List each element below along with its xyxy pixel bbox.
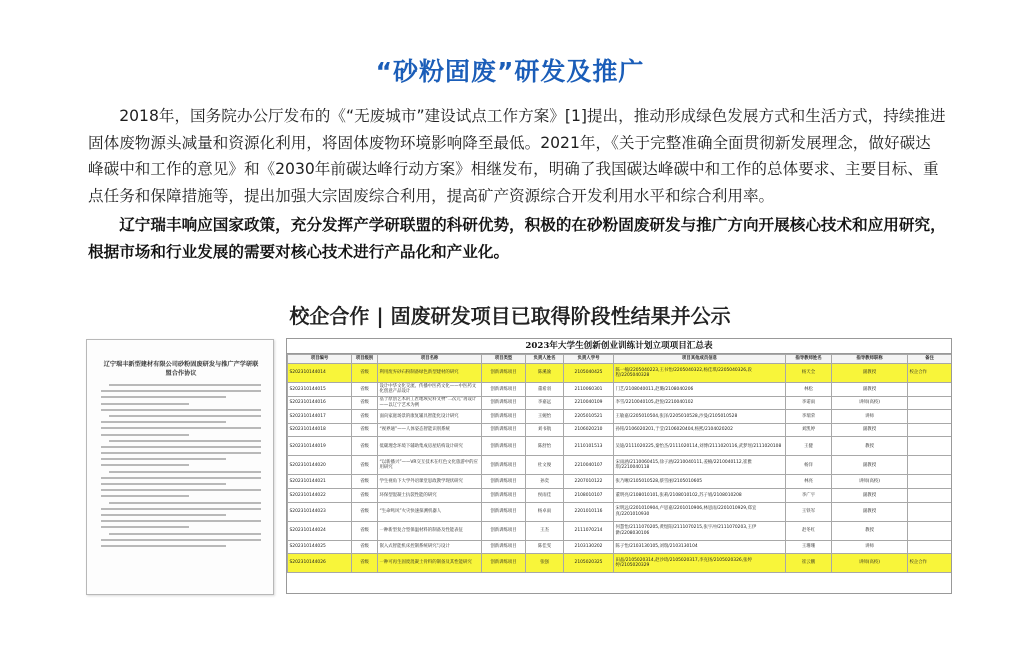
- table-cell: 赵冬红: [786, 521, 832, 540]
- table-cell: 创新训练项目: [482, 423, 526, 437]
- table-cell: 王敏嘉/2205010504,张泽/2205010528,沙曼/2105010528: [614, 410, 786, 424]
- table-cell: 基于原创艺术的工匠地域史料文物“二次元”再设计——以辽宁艺术为例: [378, 396, 482, 410]
- table-header-cell: 项目类型: [482, 355, 526, 364]
- table-cell: 副教授: [832, 423, 908, 437]
- table-cell: 省级: [352, 475, 378, 489]
- table-cell: 陈溪渝: [526, 364, 564, 383]
- table-cell: 2106020210: [564, 423, 614, 437]
- table-cell: 刘书航: [526, 423, 564, 437]
- table-cell: S202310144019: [288, 437, 352, 456]
- table-cell: 副教授: [832, 488, 908, 502]
- table-header-cell: 负责人学号: [564, 355, 614, 364]
- table-row: [288, 364, 952, 383]
- table-row: [288, 410, 952, 424]
- table-cell: 宋雨涵/2110060415,徐子涵/2210040111,姜楠/2210040112,崔雅琪/2210040118: [614, 456, 786, 475]
- table-cell: 副教授: [832, 502, 908, 521]
- table-cell: [908, 456, 952, 475]
- agreement-document-scan: [86, 339, 274, 595]
- table-cell: S202310144026: [288, 554, 352, 573]
- table-row: [288, 475, 952, 489]
- table-cell: 省级: [352, 423, 378, 437]
- table-cell: 副教授: [832, 456, 908, 475]
- table-row: [288, 502, 952, 521]
- table-cell: 张强: [526, 554, 564, 573]
- table-cell: 省级: [352, 396, 378, 410]
- agreement-document-title: 辽宁瑞丰新型建材有限公司砂粉固废研发与推广产学研联盟合作协议: [103, 361, 259, 377]
- table-cell: 省级: [352, 488, 378, 502]
- table-cell: 陈一楠/2205040223,王书怡/2205040322,杨佳琪/2205040326,段程/2205040328: [614, 364, 786, 383]
- table-cell: 校企合作: [908, 554, 952, 573]
- table-cell: 讲师: [832, 410, 908, 424]
- table-cell: S202310144015: [288, 383, 352, 397]
- table-header-cell: 项目级别: [352, 355, 378, 364]
- table-cell: 创新训练项目: [482, 502, 526, 521]
- table-cell: 董明亮/2108010101,张莉/2108010102,苏子娟/2108010208: [614, 488, 786, 502]
- table-cell: 2105040425: [564, 364, 614, 383]
- table-cell: 教授: [832, 437, 908, 456]
- table-header-cell: 负责人姓名: [526, 355, 564, 364]
- table-row: [288, 554, 952, 573]
- table-cell: 创新训练项目: [482, 437, 526, 456]
- table-cell: 杨卓雨: [526, 502, 564, 521]
- table-body: [288, 364, 952, 573]
- table-cell: 刘凯婷: [786, 423, 832, 437]
- table-row: [288, 423, 952, 437]
- table-cell: 2201010116: [564, 502, 614, 521]
- table-cell: 李雪/2210040105,赵悦/2210040102: [614, 396, 786, 410]
- table-cell: 林松: [786, 383, 832, 397]
- table-cell: 讲师: [832, 540, 908, 554]
- table-cell: 林亮: [786, 475, 832, 489]
- table-cell: “视界通”——人体姿态智能识别系统: [378, 423, 482, 437]
- table-cell: 杨天全: [786, 364, 832, 383]
- table-cell: 李瑞荣: [786, 410, 832, 424]
- table-cell: 王健: [786, 437, 832, 456]
- table-cell: 2110101513: [564, 437, 614, 456]
- table-cell: S202310144017: [288, 410, 352, 424]
- table-row: [288, 521, 952, 540]
- table-cell: 讲师(高校): [832, 475, 908, 489]
- table-header-row: [288, 355, 952, 364]
- page-title: “砂粉固废”研发及推广: [375, 57, 645, 86]
- table-cell: 嵌入式智能机床控制系统研究与设计: [378, 540, 482, 554]
- table-cell: S202310144023: [288, 502, 352, 521]
- table-cell: 学生视角下大学外语课堂思政教学现状研究: [378, 475, 482, 489]
- table-header-cell: 项目编号: [288, 355, 352, 364]
- table-cell: 副教授: [832, 383, 908, 397]
- table-cell: S202310144024: [288, 521, 352, 540]
- table-row: [288, 396, 952, 410]
- table-cell: 省级: [352, 540, 378, 554]
- table-cell: 2108010107: [564, 488, 614, 502]
- table-cell: 创新训练项目: [482, 383, 526, 397]
- table-cell: 王珊珊: [786, 540, 832, 554]
- table-cell: S202310144021: [288, 475, 352, 489]
- project-summary-table: [286, 338, 952, 594]
- table-cell: 田晶/2105020314,赵沙琦/2105020317,李克扬/2105020326,张婷婷/2105020329: [614, 554, 786, 573]
- table-cell: 2207010122: [564, 475, 614, 489]
- table-cell: 省级: [352, 521, 378, 540]
- table-cell: 讲师(高校): [832, 396, 908, 410]
- table-cell: S202310144018: [288, 423, 352, 437]
- table-cell: [908, 437, 952, 456]
- table-cell: “以新播兴”——VR交互技术在红色文化旅游中的应用研究: [378, 456, 482, 475]
- table-row: [288, 456, 952, 475]
- table-cell: [908, 396, 952, 410]
- table-cell: 李嘉远: [526, 396, 564, 410]
- table-cell: 面向家庭场景的康复辅具智能化设计研究: [378, 410, 482, 424]
- table-cell: 门艺/2108040011,赵璐/2108040206: [614, 383, 786, 397]
- table-cell: S202310144025: [288, 540, 352, 554]
- table-cell: [908, 423, 952, 437]
- table-cell: 省级: [352, 383, 378, 397]
- table-row: [288, 383, 952, 397]
- table-cell: 陈舒怡: [526, 437, 564, 456]
- table-cell: 何慧怡/2111070205,黄煜阳/2111070215,张宇冲/2111070203,王伊渺/2208030106: [614, 521, 786, 540]
- table-row: [288, 540, 952, 554]
- table-cell: 杨洋: [786, 456, 832, 475]
- table-header-cell: 备注: [908, 355, 952, 364]
- table-cell: [908, 502, 952, 521]
- table-cell: [908, 383, 952, 397]
- table-header-cell: 项目名称: [378, 355, 482, 364]
- table-row: [288, 488, 952, 502]
- table-cell: 一种新型复合型保温材料的制备及性能表征: [378, 521, 482, 540]
- table-cell: 设计中华文化交流、传播中医药文化——中医药文化创意产品设计: [378, 383, 482, 397]
- table-cell: 2103130202: [564, 540, 614, 554]
- table-cell: 孙铭/2106020201,于莹/2106020404,杨熙/2104020202: [614, 423, 786, 437]
- intro-paragraph-policy: 2018年，国务院办公厅发布的《“无废城市”建设试点工作方案》[1]提出，推动形成绿色发展方式和生活方式，持续推进固体废物源头减量和资源化利用，将固体废物环境影响降至最低。2021年，《关于完整准确全面贯彻新发展理念，做好碳达峰碳中和工作的意见》和《2030年前碳达峰行动方案》相继发布，明确了我国碳达峰碳中和工作的总体要求、主要目标、重点任务和保障措施等，提出加强大宗固废综合利用，提高矿产资源综合开发利用水平和综合利用率。: [88, 107, 946, 205]
- table-cell: 省级: [352, 502, 378, 521]
- table-cell: 教授: [832, 521, 908, 540]
- table-cell: 低碳理念环境下辅助集成房屋结构设计研究: [378, 437, 482, 456]
- table-cell: 张乃晰/2105010528,蔡雪丽/2105010605: [614, 475, 786, 489]
- table-cell: 环保型混凝土抗裂性能的研究: [378, 488, 482, 502]
- table-header-cell: 指导教师职称: [832, 355, 908, 364]
- table-cell: S202310144014: [288, 364, 352, 383]
- table-cell: 李广宇: [786, 488, 832, 502]
- table-cell: [908, 488, 952, 502]
- table-cell: 2111070214: [564, 521, 614, 540]
- table-cell: 杜文俊: [526, 456, 564, 475]
- table-cell: 2105020325: [564, 554, 614, 573]
- table-cell: 陈佳雯: [526, 540, 564, 554]
- table-row: [288, 437, 952, 456]
- table-cell: 创新训练项目: [482, 396, 526, 410]
- table-cell: 李诺雨: [786, 396, 832, 410]
- table-cell: S202310144016: [288, 396, 352, 410]
- table-cell: [908, 475, 952, 489]
- table-cell: 创新训练项目: [482, 521, 526, 540]
- table-cell: 创新训练项目: [482, 410, 526, 424]
- table-cell: 省级: [352, 410, 378, 424]
- table-cell: 省级: [352, 437, 378, 456]
- table-cell: 创新训练项目: [482, 554, 526, 573]
- table-cell: 王杰: [526, 521, 564, 540]
- section-subtitle: 校企合作 | 固废研发项目已取得阶段性结果并公示: [289, 304, 731, 328]
- table-cell: 副教授: [832, 364, 908, 383]
- table-title: 2023年大学生创新创业训练计划立项项目汇总表: [287, 339, 951, 354]
- table-cell: 陈子怡/2103130105,刘瑞/2103130104: [614, 540, 786, 554]
- table-cell: 2210040109: [564, 396, 614, 410]
- table-cell: [908, 540, 952, 554]
- table-cell: 崔云鹏: [786, 554, 832, 573]
- table-cell: 吴迪/2111020225,秦怡杰/2111020114,刘博/2111020116,武梦瑶/2111020108: [614, 437, 786, 456]
- agreement-document-body: [101, 384, 261, 547]
- table-cell: 省级: [352, 554, 378, 573]
- table-cell: S202310144022: [288, 488, 352, 502]
- table-cell: 2210040107: [564, 456, 614, 475]
- table-cell: 创新训练项目: [482, 540, 526, 554]
- table-cell: 利用废弃砂石粉制备绿色新型建材的研究: [378, 364, 482, 383]
- table-cell: 创新训练项目: [482, 364, 526, 383]
- table-cell: 2205010521: [564, 410, 614, 424]
- intro-paragraph-company: 辽宁瑞丰响应国家政策，充分发挥产学研联盟的科研优势，积极的在砂粉固废研发与推广方向开展核心技术和应用研究，根据市场和行业发展的需要对核心技术进行产品化和产业化。: [88, 216, 946, 261]
- table-header-cell: 项目其他成员信息: [614, 355, 786, 364]
- table-cell: 王铁军: [786, 502, 832, 521]
- table-cell: 一种可再生固废混凝土骨料的制备及其性能研究: [378, 554, 482, 573]
- table-cell: 创新训练项目: [482, 475, 526, 489]
- table-cell: [908, 521, 952, 540]
- table-cell: 创新训练项目: [482, 456, 526, 475]
- table-cell: 校企合作: [908, 364, 952, 383]
- table-cell: 王婉怡: [526, 410, 564, 424]
- table-cell: 2110060301: [564, 383, 614, 397]
- table-cell: 讲师(高校): [832, 554, 908, 573]
- table-header-cell: 指导教师姓名: [786, 355, 832, 364]
- table-cell: 省级: [352, 456, 378, 475]
- table-cell: S202310144020: [288, 456, 352, 475]
- table-cell: 创新训练项目: [482, 488, 526, 502]
- table-cell: 宋明远/2201010904,卢思嘉/2201010906,林思雨/2201010929,郑宜真/2201010930: [614, 502, 786, 521]
- table-cell: [908, 410, 952, 424]
- table-cell: 孙奕: [526, 475, 564, 489]
- table-cell: 侯雨佳: [526, 488, 564, 502]
- table-cell: 董希羽: [526, 383, 564, 397]
- table-cell: “生命鸣风”火灾快速探测机器人: [378, 502, 482, 521]
- table-cell: 省级: [352, 364, 378, 383]
